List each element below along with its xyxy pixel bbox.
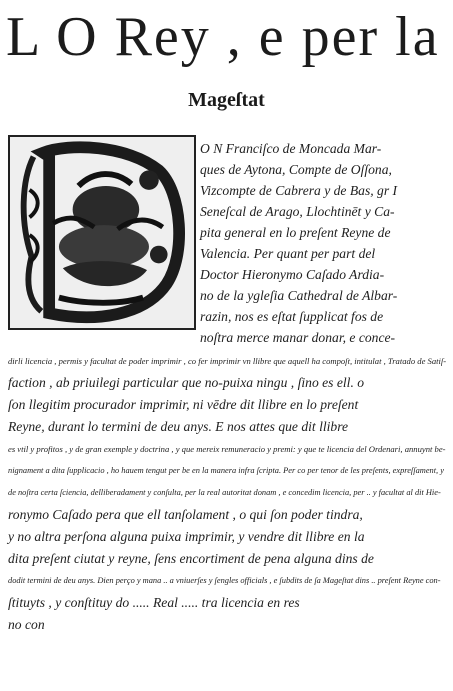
text-line: O N Franciſco de Moncada Mar- xyxy=(200,141,382,156)
text-line: Vizcompte de Cabrera y de Bas, gr I xyxy=(200,183,398,198)
text-line: dita preſent ciutat y reyne, ſens encortiment de pena alguna dins de xyxy=(8,551,374,566)
text-line: no de la ygleſia Cathedral de Albar- xyxy=(200,288,398,303)
text-line: noſtra merce manar donar, e conce- xyxy=(200,330,396,345)
text-line: Seneſcal de Arago, Llochtinēt y Ca- xyxy=(200,204,395,219)
text-line: pita general en lo preſent Reyne de xyxy=(200,225,391,240)
proclamation-title: L O Rey , e per la xyxy=(6,6,440,68)
decorated-initial-illustration xyxy=(8,135,196,330)
text-line: ques de Aytona, Compte de Oſſona, xyxy=(200,162,392,177)
woodcut-initial-d xyxy=(10,137,194,328)
text-line: dirli licencia , permis y facultat de poder imprimir , co fer imprimir vn llibre que aquell ha compoſt, intitulat , Tratado de Satiſ- xyxy=(8,356,447,366)
text-line: faction , ab priuilegi particular que no-puixa ningu , ſino es ell. o xyxy=(8,375,365,390)
text-line: razin, nos es eſtat ſupplicat fos de xyxy=(200,309,384,324)
text-line: nignament a dita ſupplicacio , ho hauem tengut per be en la manera infra ſcripta. Per co per tenor de les preſents, expreſſament, y xyxy=(8,466,444,475)
text-line: Doctor Hieronymo Caſado Ardia- xyxy=(200,267,385,282)
text-line: Reyne, durant lo termini de deu anys. E nos attes que dit llibre xyxy=(8,419,349,434)
text-line: de noſtra certa ſciencia, delliberadament y conſulta, per la real autoritat donam , e concedim licencia, per .. y facultat al dit Hie- xyxy=(8,488,441,497)
text-line: dodit termini de deu anys. Dien perço y mana .. a vniuerſes y ſengles officials , e ſubdits de ſa Mageſtat dins .. preſent Reyne con- xyxy=(8,576,441,585)
text-line: ronymo Caſado pera que ell tanſolament , o qui ſon poder tindra, xyxy=(8,507,363,522)
text-line: y no altra perſona alguna puixa imprimir, y vendre dit llibre en la xyxy=(8,529,365,544)
proclamation-subtitle: Mageſtat xyxy=(188,89,265,111)
text-line: es vtil y profitos , y de gran exemple y doctrina , y que mereix remuneracio y premi: y que te licencia del Ordenari, annuynt be- xyxy=(8,444,446,454)
text-line: Valencia. Per quant per part del xyxy=(200,246,376,261)
text-line: no con xyxy=(8,617,45,632)
text-line: ſon llegitim procurador imprimir, ni vēdre dit llibre en lo preſent xyxy=(8,397,359,412)
text-line: ſtituyts , y conſtituy do ..... Real ..... tra licencia en res xyxy=(8,595,300,610)
